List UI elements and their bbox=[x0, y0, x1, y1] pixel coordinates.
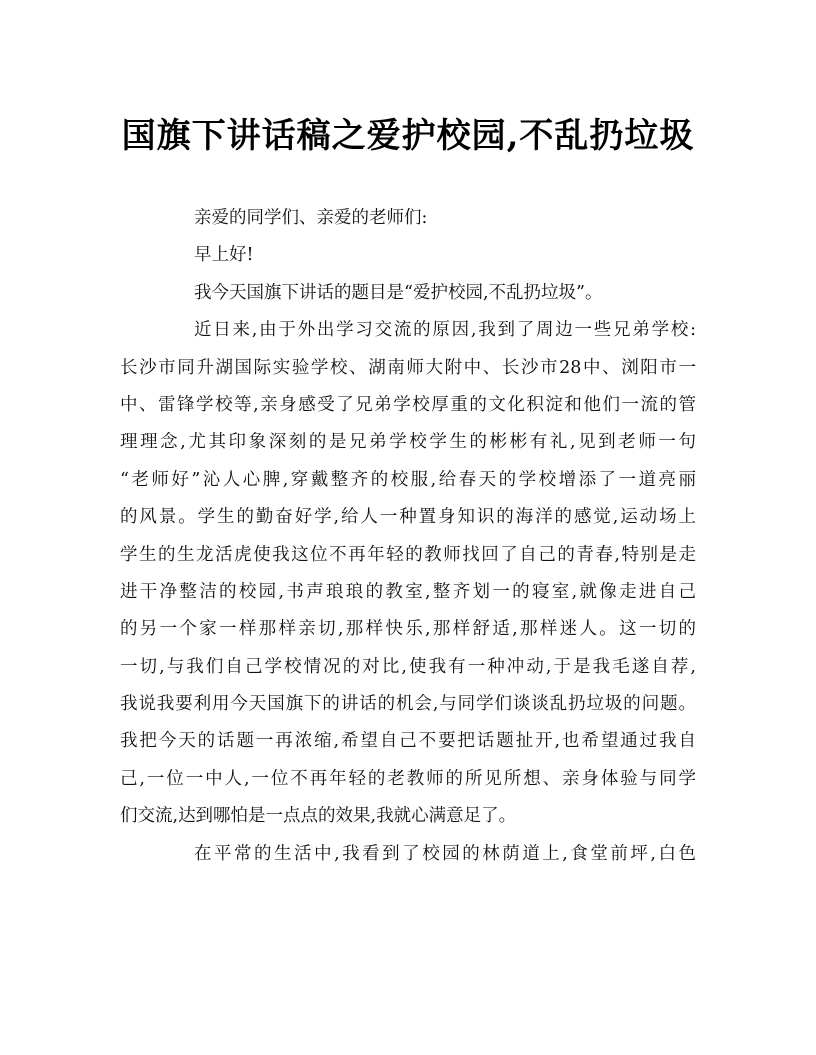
paragraph-line: 学生的生龙活虎使我这位不再年轻的教师找回了自己的青春,特别是走 bbox=[120, 544, 696, 565]
paragraph-line: 中、雷锋学校等,亲身感受了兄弟学校厚重的文化积淀和他们一流的管 bbox=[120, 394, 696, 415]
paragraph-line: 们交流,达到哪怕是一点点的效果,我就心满意足了。 bbox=[120, 806, 517, 827]
paragraph-line: 理理念,尤其印象深刻的是兄弟学校学生的彬彬有礼,见到老师一句 bbox=[120, 432, 696, 453]
document-body bbox=[120, 200, 696, 873]
paragraph-line: 己,一位一中人,一位不再年轻的老教师的所见所想、亲身体验与同学 bbox=[120, 768, 696, 789]
paragraph-line: 近日来,由于外出学习交流的原因,我到了周边一些兄弟学校: bbox=[194, 320, 696, 341]
paragraph-line: 长沙市同升湖国际实验学校、湖南师大附中、长沙市28中、浏阳市一 bbox=[120, 357, 696, 378]
greeting-morning-line: 早上好! bbox=[194, 245, 254, 266]
paragraph-line: 在平常的生活中,我看到了校园的林荫道上,食堂前坪,白色 bbox=[194, 843, 696, 864]
paragraph-line: 我把今天的话题一再浓缩,希望自己不要把话题扯开,也希望通过我自 bbox=[120, 731, 696, 752]
paragraph-line: 进干净整洁的校园,书声琅琅的教室,整齐划一的寝室,就像走进自己 bbox=[120, 581, 696, 602]
paragraph-line: 的另一个家一样那样亲切,那样快乐,那样舒适,那样迷人。这一切的 bbox=[120, 619, 696, 640]
topic-line: 我今天国旗下讲话的题目是“爱护校园,不乱扔垃圾”。 bbox=[194, 282, 603, 303]
paragraph-line: 我说我要利用今天国旗下的讲话的机会,与同学们谈谈乱扔垃圾的问题。 bbox=[120, 694, 696, 715]
document-title: 国旗下讲话稿之爱护校园,不乱扔垃圾 bbox=[121, 116, 695, 156]
paragraph-line: “老师好”沁人心脾,穿戴整齐的校服,给春天的学校增添了一道亮丽 bbox=[120, 469, 696, 490]
greeting-line: 亲爱的同学们、亲爱的老师们: bbox=[194, 208, 428, 228]
paragraph-line: 的风景。学生的勤奋好学,给人一种置身知识的海洋的感觉,运动场上 bbox=[120, 507, 696, 528]
paragraph-line: 一切,与我们自己学校情况的对比,使我有一种冲动,于是我毛遂自荐, bbox=[120, 656, 696, 677]
